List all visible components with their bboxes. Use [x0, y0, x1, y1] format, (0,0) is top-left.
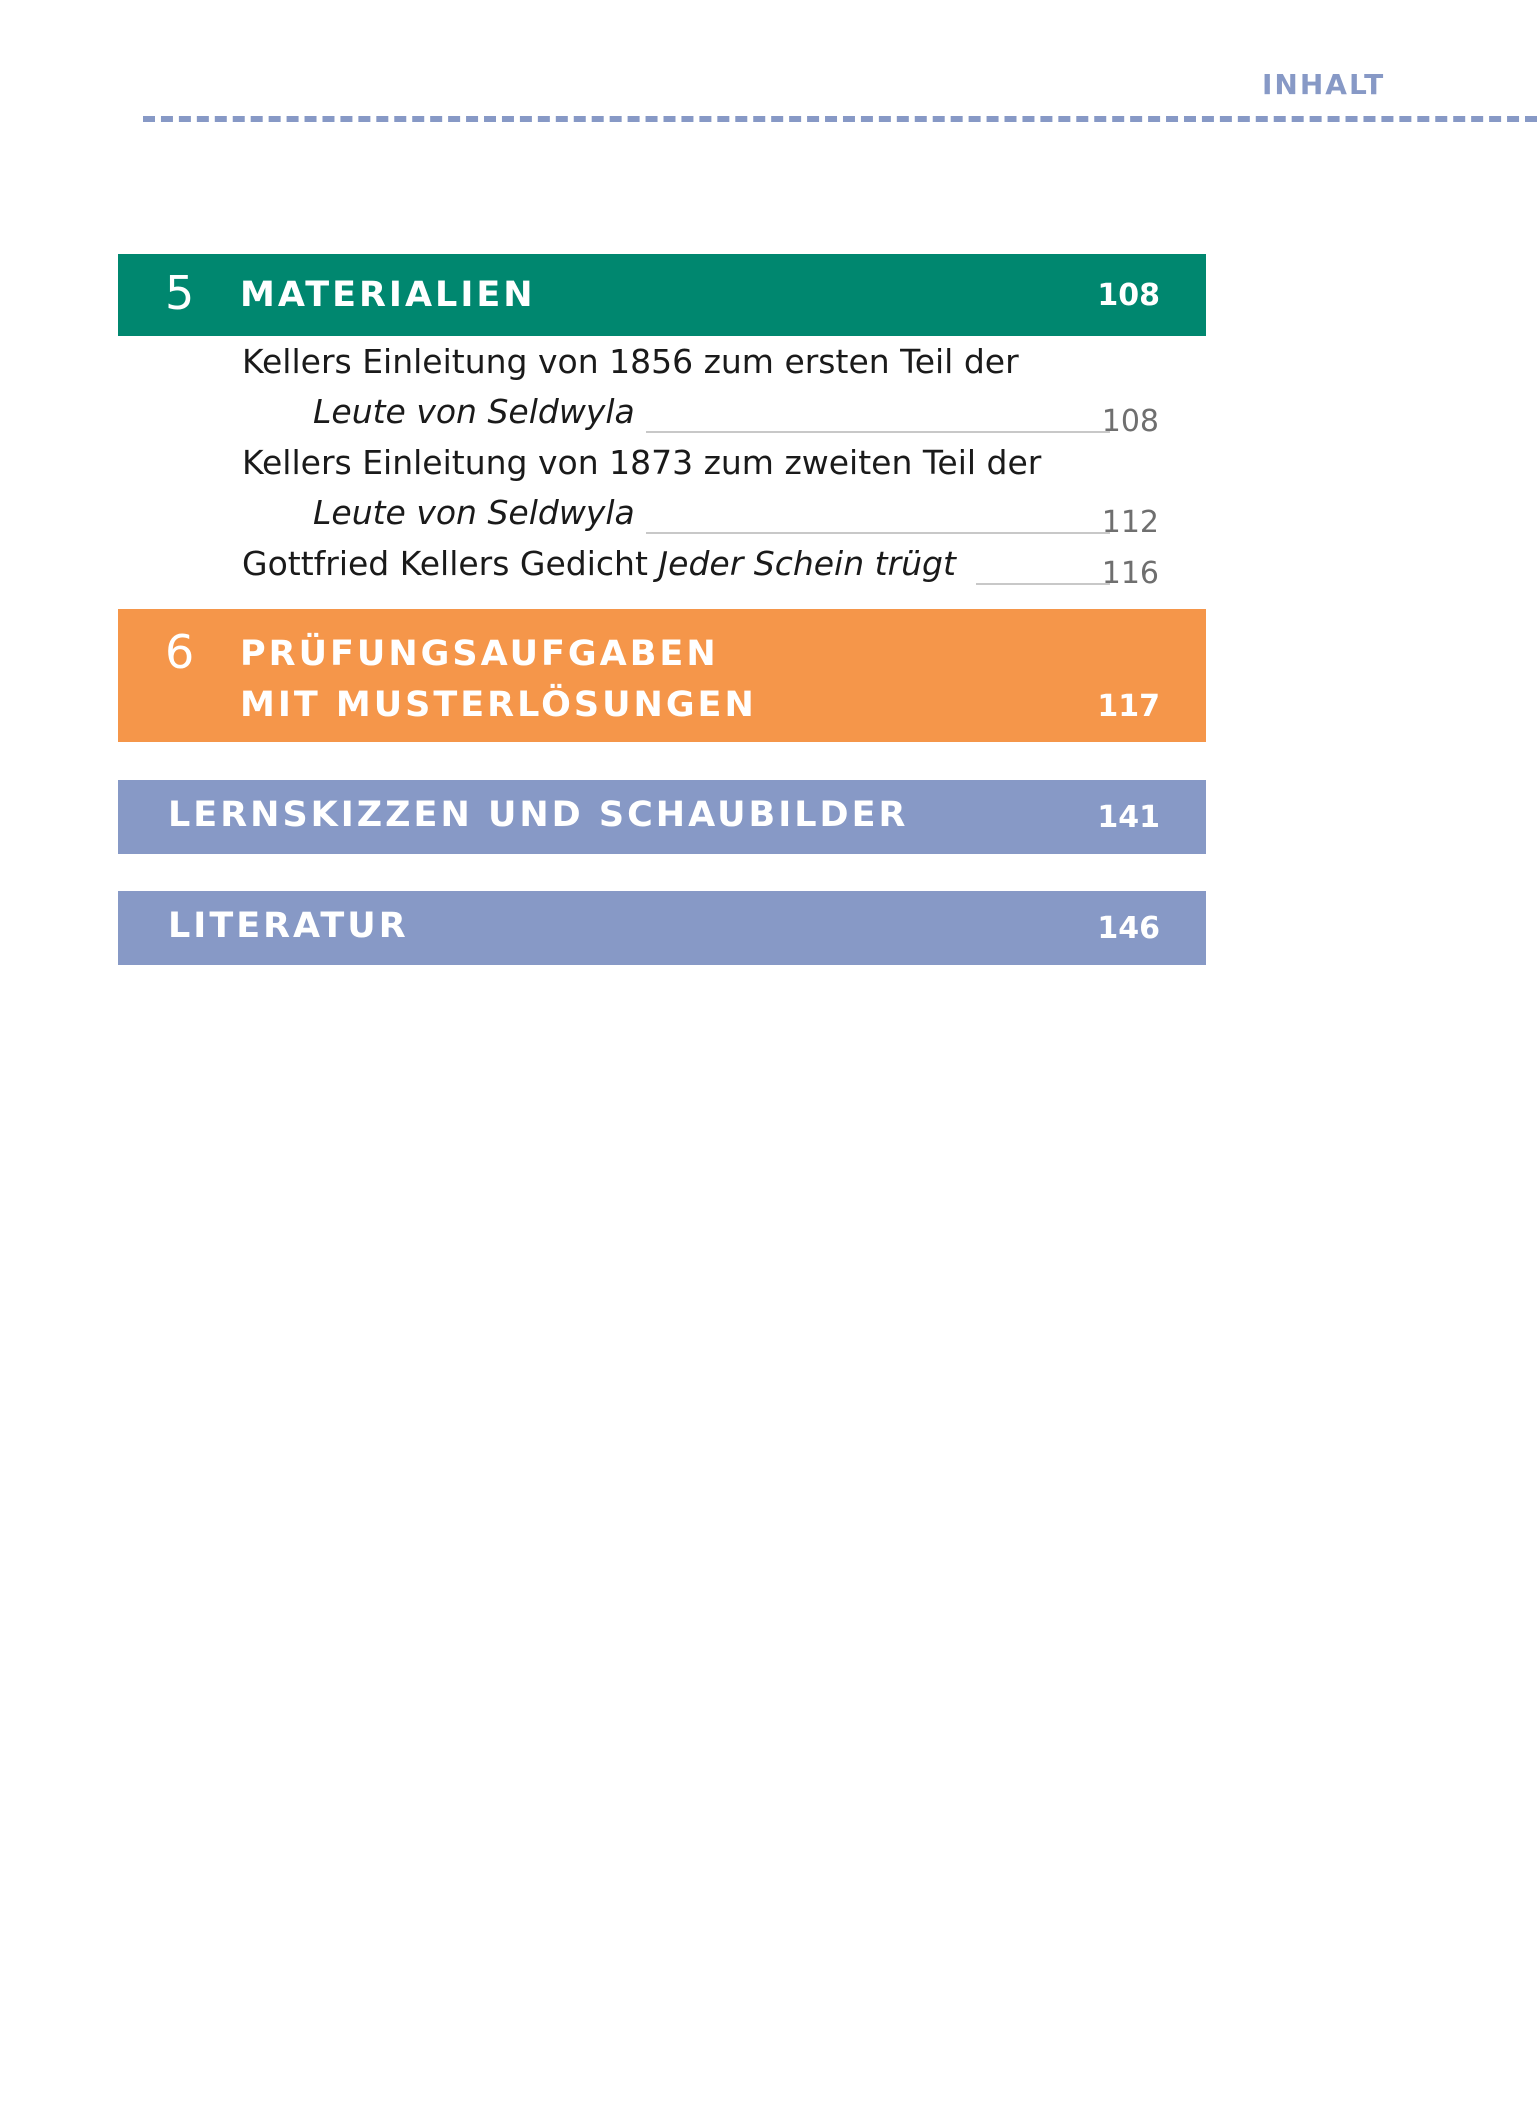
running-head: INHALT [1262, 68, 1386, 101]
section-number: 6 [165, 625, 195, 679]
leader-line [646, 532, 1110, 534]
section-title-line1: PRÜFUNGSAUFGABEN [240, 634, 719, 674]
toc-entry-1-page: 108 [1101, 404, 1159, 439]
toc-entry-2-line1[interactable]: Kellers Einleitung von 1873 zum zweiten Teil der [242, 443, 1042, 482]
book-title: Leute von Seldwyla [313, 493, 635, 532]
toc-entry-3-page: 116 [1101, 556, 1159, 591]
lernskizzen-bar[interactable] [118, 780, 1206, 854]
section-page: 108 [1097, 278, 1160, 313]
section-title-line2: MIT MUSTERLÖSUNGEN [240, 685, 757, 725]
leader-line [976, 583, 1110, 585]
section-title: MATERIALIEN [240, 275, 536, 315]
section-6-bar[interactable] [118, 609, 1206, 742]
toc-entry-2-page: 112 [1101, 505, 1159, 540]
literatur-bar[interactable] [118, 891, 1206, 965]
header-dashed-rule [143, 116, 1537, 122]
section-title: LERNSKIZZEN UND SCHAUBILDER [168, 795, 909, 835]
poem-title: Jeder Schein trügt [658, 544, 956, 583]
toc-entry-2-line2[interactable] [313, 493, 635, 532]
toc-entry-1-line2[interactable] [313, 392, 635, 431]
toc-entry-3[interactable] [242, 544, 956, 583]
entry-text: Gottfried Kellers Gedicht [242, 544, 659, 583]
section-page: 117 [1097, 689, 1160, 724]
section-5-bar[interactable] [118, 254, 1206, 336]
section-number: 5 [165, 266, 195, 320]
book-title: Leute von Seldwyla [313, 392, 635, 431]
section-page: 146 [1097, 911, 1160, 946]
toc-entry-1-line1[interactable]: Kellers Einleitung von 1856 zum ersten Teil der [242, 342, 1019, 381]
section-title: LITERATUR [168, 906, 409, 946]
section-page: 141 [1097, 800, 1160, 835]
leader-line [646, 431, 1110, 433]
